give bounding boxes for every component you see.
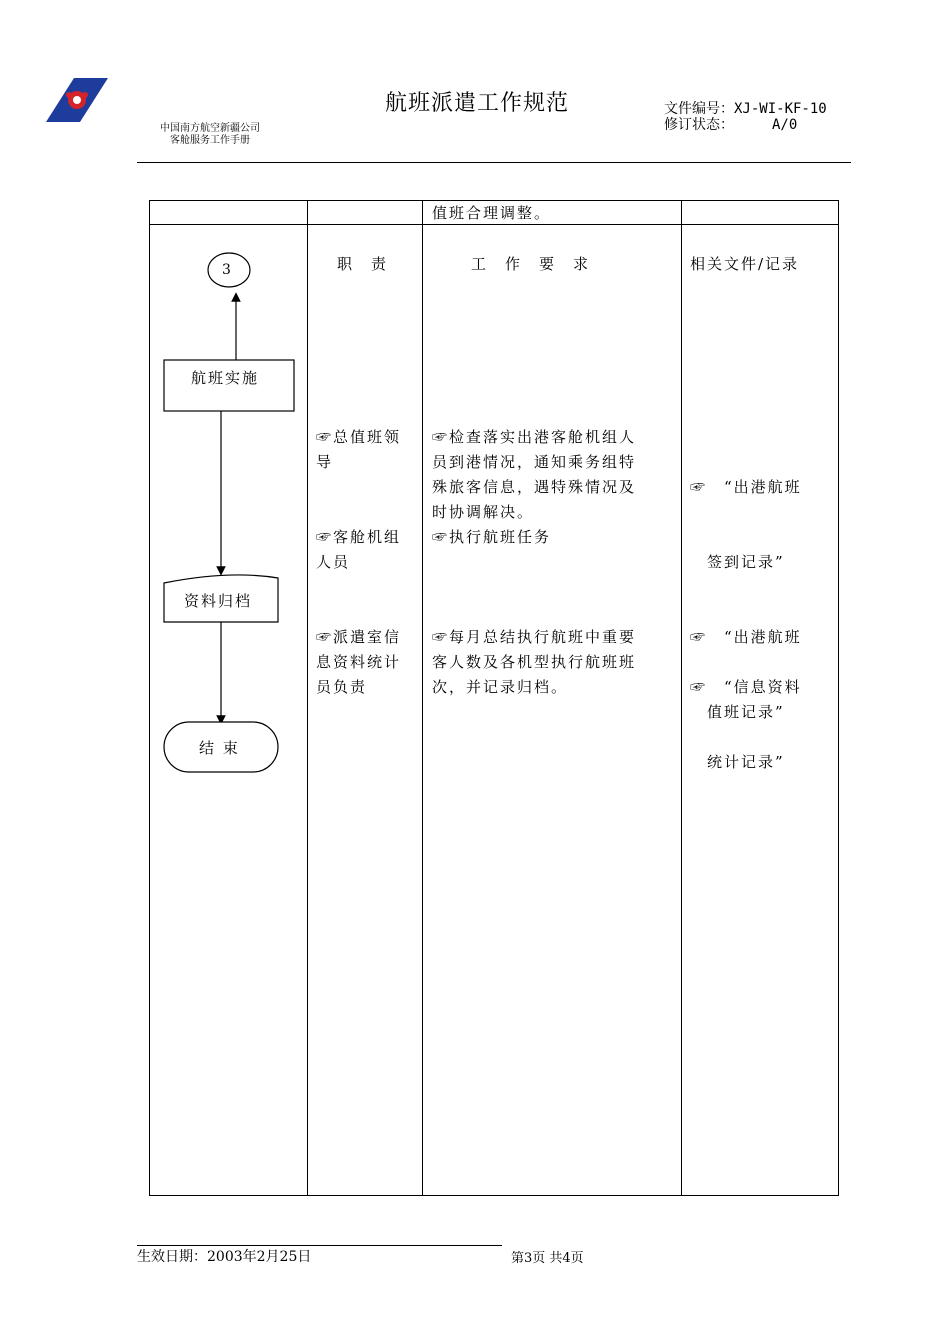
requirement-line: ☞每月总结执行航班中重要 <box>432 628 637 646</box>
table-col-divider-3 <box>681 201 682 1195</box>
duty-line: 息资料统计 <box>316 653 402 671</box>
record-cell-3 <box>690 625 836 800</box>
column-header-duty: 职 责 <box>337 255 389 273</box>
requirement-line: 次，并记录归档。 <box>432 678 569 696</box>
company-line-2: 客舱服务工作手册 <box>170 135 250 146</box>
duty-cell-3 <box>316 625 420 700</box>
record-line: ☞ “信息资料 <box>690 678 802 696</box>
step-implement-label: 航班实施 <box>191 369 260 387</box>
table-col-divider-1 <box>307 201 308 1195</box>
flowchart <box>150 240 307 800</box>
revision-value: A/0 <box>772 117 798 133</box>
company-logo <box>44 76 110 124</box>
requirement-line: 员到港情况，通知乘务组特 <box>432 453 637 471</box>
effective-date: 生效日期：2003年2月25日 <box>137 1249 312 1265</box>
record-line: 签到记录” <box>690 553 785 571</box>
duty-cell-2 <box>316 525 420 575</box>
table-row-divider <box>150 224 838 225</box>
requirement-line: ☞执行航班任务 <box>432 528 552 546</box>
record-line: ☞ “出港航班 <box>690 628 802 646</box>
requirement-line: 殊旅客信息，遇特殊情况及 <box>432 478 637 496</box>
record-line: 统计记录” <box>690 753 785 771</box>
document-meta <box>664 101 827 133</box>
page-info: 第3页 共4页 <box>511 1251 584 1266</box>
requirement-line: ☞检查落实出港客舱机组人 <box>432 428 637 446</box>
duty-line: ☞派遣室信 <box>316 628 402 646</box>
step-end-label: 结 束 <box>199 739 240 757</box>
doc-no-value: XJ-WI-KF-10 <box>734 101 827 117</box>
requirement-cell-2 <box>432 525 680 550</box>
column-header-records: 相关文件/记录 <box>690 255 800 273</box>
requirement-line: 客人数及各机型执行航班班 <box>432 653 637 671</box>
document-title: 航班派遣工作规范 <box>385 91 570 116</box>
carryover-text: 值班合理调整。 <box>432 204 552 222</box>
connector-label: 3 <box>222 262 231 278</box>
duty-line: ☞客舱机组 <box>316 528 402 546</box>
company-name <box>140 123 280 147</box>
record-line: ☞ “出港航班 <box>690 478 802 496</box>
requirement-line: 时协调解决。 <box>432 503 535 521</box>
duty-line: 人员 <box>316 553 351 571</box>
requirement-cell-3 <box>432 625 680 700</box>
header-divider <box>137 162 851 163</box>
revision-label: 修订状态： <box>664 117 734 133</box>
duty-line: 员负责 <box>316 678 368 696</box>
duty-line: 导 <box>316 453 334 471</box>
company-line-1: 中国南方航空新疆公司 <box>160 123 260 134</box>
duty-cell-1 <box>316 425 420 475</box>
column-header-requirements: 工 作 要 求 <box>471 255 591 273</box>
step-archive-label: 资料归档 <box>184 592 253 610</box>
table-col-divider-2 <box>422 201 423 1195</box>
doc-no-label: 文件编号： <box>664 101 734 117</box>
duty-line: ☞总值班领 <box>316 428 402 446</box>
requirement-cell-1 <box>432 425 680 525</box>
record-line: 值班记录” <box>690 703 785 721</box>
